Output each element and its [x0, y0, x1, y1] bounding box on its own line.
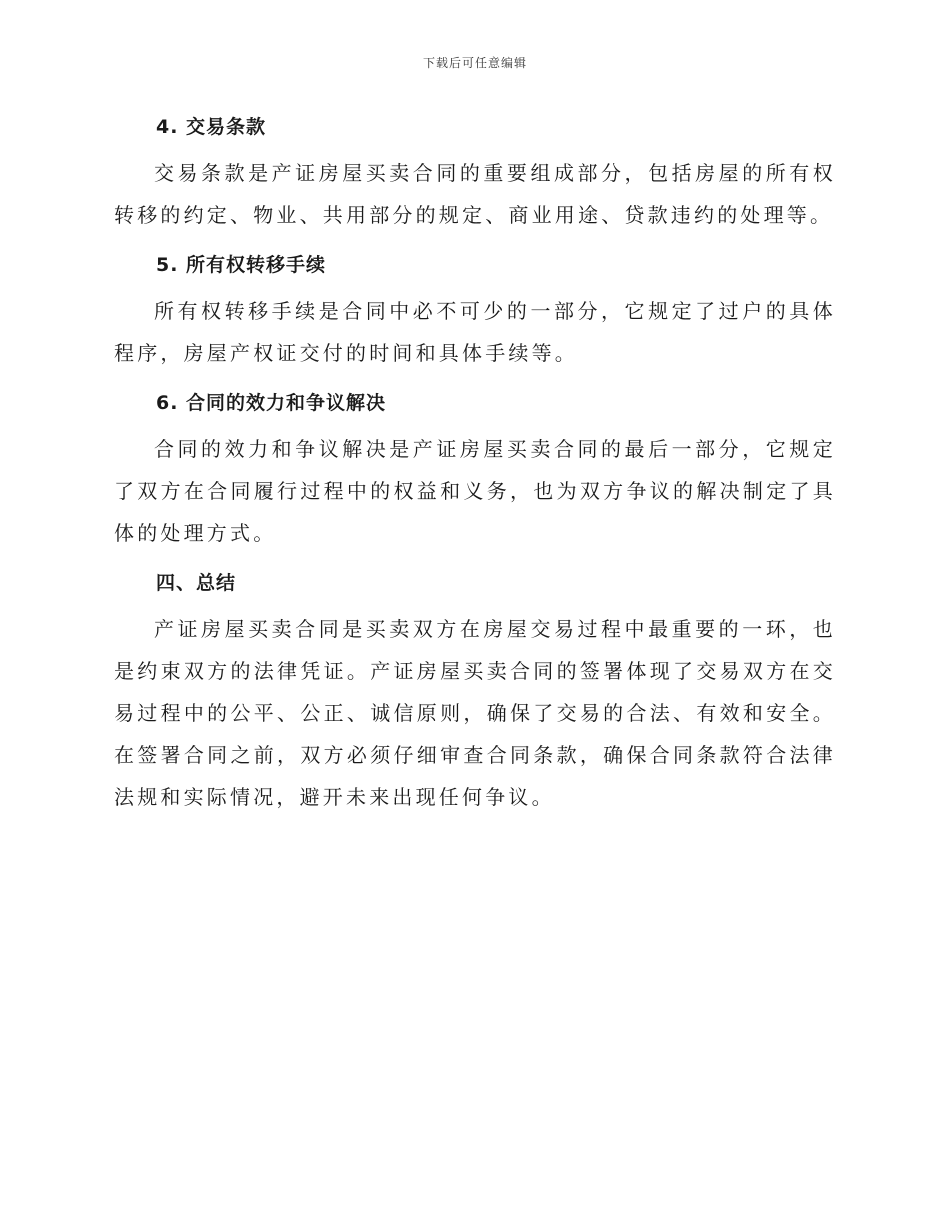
section-paragraph: 交易条款是产证房屋买卖合同的重要组成部分，包括房屋的所有权转移的约定、物业、共用部分的规定、商业用途、贷款违约的处理等。	[114, 161, 836, 227]
section-summary	[114, 566, 836, 818]
section-heading: 5. 所有权转移手续	[156, 254, 327, 276]
section-heading: 6. 合同的效力和争议解决	[156, 392, 387, 414]
section-contract-validity	[114, 386, 836, 566]
section-ownership-transfer	[114, 248, 836, 386]
document-body	[114, 110, 836, 818]
section-heading: 四、总结	[156, 572, 237, 594]
section-heading: 4. 交易条款	[156, 116, 267, 138]
page-header: 下载后可任意编辑	[422, 56, 527, 70]
section-paragraph: 合同的效力和争议解决是产证房屋买卖合同的最后一部分，它规定了双方在合同履行过程中的权益和义务，也为双方争议的解决制定了具体的处理方式。	[114, 437, 836, 545]
section-paragraph: 产证房屋买卖合同是买卖双方在房屋交易过程中最重要的一环，也是约束双方的法律凭证。产证房屋买卖合同的签署体现了交易双方在交易过程中的公平、公正、诚信原则，确保了交易的合法、有效和安全。在签署合同之前，双方必须仔细审查合同条款，确保合同条款符合法律法规和实际情况，避开未来出现任何争议。	[114, 617, 836, 809]
section-trade-terms	[114, 110, 836, 248]
section-paragraph: 所有权转移手续是合同中必不可少的一部分，它规定了过户的具体程序，房屋产权证交付的时间和具体手续等。	[114, 299, 836, 365]
